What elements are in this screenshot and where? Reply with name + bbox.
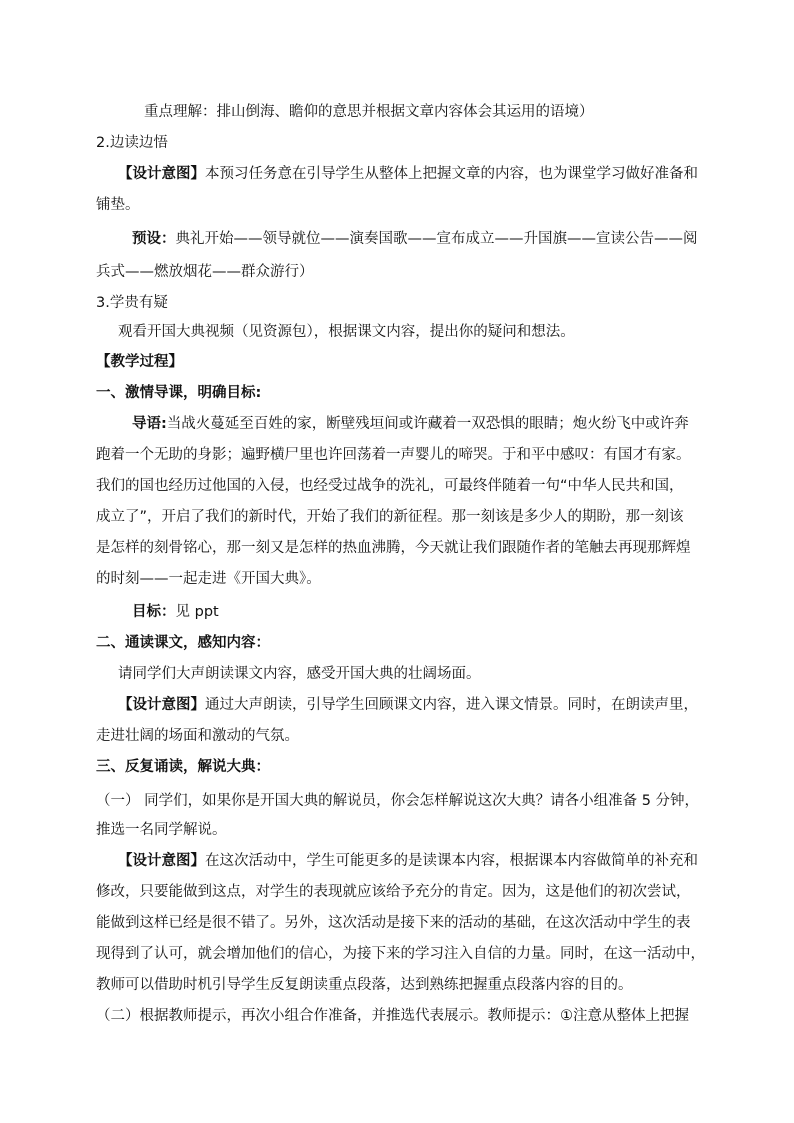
part1-line1: （一） 同学们，如果你是开国大典的解说员，你会怎样解说这次大典？请各小组准备 5 分钟， xyxy=(96,793,700,809)
section2-heading: 二、通读课文，感知内容： xyxy=(96,635,270,651)
intro-line3: 我们的国也经历过他国的入侵，也经受过战争的洗礼，可最终伴随着一句“中华人民共和国， xyxy=(96,478,684,494)
part2-line1: （二）根据教师提示，再次小组合作准备，并推选代表展示。教师提示：①注意从整体上把握 xyxy=(96,1008,689,1024)
goal-line xyxy=(132,602,219,622)
intro-text: 当战火蔓延至百姓的家，断壁残垣间或许藏着一双恐惧的眼睛；炮火纷飞中或许奔 xyxy=(166,416,689,432)
item3-text: 观看开国大典视频（见资源包），根据课文内容，提出你的疑问和想法。 xyxy=(118,324,575,340)
intro-line1 xyxy=(132,414,689,434)
preset-text: 典礼开始——领导就位——演奏国歌——宣布成立——升国旗——宣读公告——阅 xyxy=(175,231,698,247)
section3-heading: 三、反复诵读，解说大典： xyxy=(96,759,270,775)
intro-line5: 是怎样的刻骨铭心，那一刻又是怎样的热血沸腾，今天就让我们跟随作者的笔触去再现那辉煌 xyxy=(96,540,691,556)
intro-line2: 跑着一个无助的身影；遍野横尸里也许回荡着一声婴儿的啼哭。于和平中感叹：有国才有家。 xyxy=(96,447,691,463)
design-intent-1-text: 本预习任务意在引导学生从整体上把握文章的内容，也为课堂学习做好准备和 xyxy=(205,166,698,182)
preset-label: 预设： xyxy=(132,231,176,247)
design-intent-3-line1 xyxy=(118,851,698,871)
design-intent-1-line1 xyxy=(118,164,698,184)
preset-line2: 兵式——燃放烟花——群众游行） xyxy=(96,264,314,280)
item3-title: 3.学贵有疑 xyxy=(96,295,168,311)
section1-heading: 一、激情导课，明确目标: xyxy=(96,385,262,401)
design-intent-label: 【设计意图】 xyxy=(118,166,205,182)
part1-line2: 推选一名同学解说。 xyxy=(96,822,227,838)
goal-text: 见 ppt xyxy=(175,604,219,620)
design-intent-3-line4: 现得到了认可，就会增加他们的信心，为接下来的学习注入自信的力量。同时，在这一活动中， xyxy=(96,946,705,962)
design-intent-label: 【设计意图】 xyxy=(118,853,205,869)
design-intent-3-line3: 能做到这样已经是很不错了。另外，这次活动是接下来的活动的基础，在这次活动中学生的表 xyxy=(96,915,691,931)
intro-line4: 成立了”，开启了我们的新时代，开始了我们的新征程。那一刻该是多少人的期盼，那一刻该 xyxy=(96,509,684,525)
key-points-line: 重点理解：排山倒海、瞻仰的意思并根据文章内容体会其运用的语境） xyxy=(144,104,594,120)
design-intent-1-line2: 铺垫。 xyxy=(96,197,140,213)
design-intent-label: 【设计意图】 xyxy=(118,697,205,713)
design-intent-2-text: 通过大声朗读，引导学生回顾课文内容，进入课文情景。同时，在朗读声里， xyxy=(205,697,698,713)
design-intent-3-line2: 修改，只要能做到这点，对学生的表现就应该给予充分的肯定。因为，这是他们的初次尝试， xyxy=(96,884,691,900)
design-intent-2-line2: 走进壮阔的场面和激动的气氛。 xyxy=(96,728,299,744)
section2-text: 请同学们大声朗读课文内容，感受开国大典的壮阔场面。 xyxy=(118,666,481,682)
design-intent-3-line5: 教师可以借助时机引导学生反复朗读重点段落，达到熟练把握重点段落内容的目的。 xyxy=(96,977,633,993)
intro-label: 导语: xyxy=(132,416,167,432)
preset-line1 xyxy=(132,229,698,249)
item2-title: 2.边读边悟 xyxy=(96,135,168,151)
design-intent-3-text: 在这次活动中，学生可能更多的是读课本内容，根据课本内容做简单的补充和 xyxy=(205,853,698,869)
intro-line6: 的时刻——一起走进《开国大典》。 xyxy=(96,571,321,587)
design-intent-2-line1 xyxy=(118,695,698,715)
goal-label: 目标： xyxy=(132,604,176,620)
teaching-process-heading: 【教学过程】 xyxy=(96,354,183,370)
